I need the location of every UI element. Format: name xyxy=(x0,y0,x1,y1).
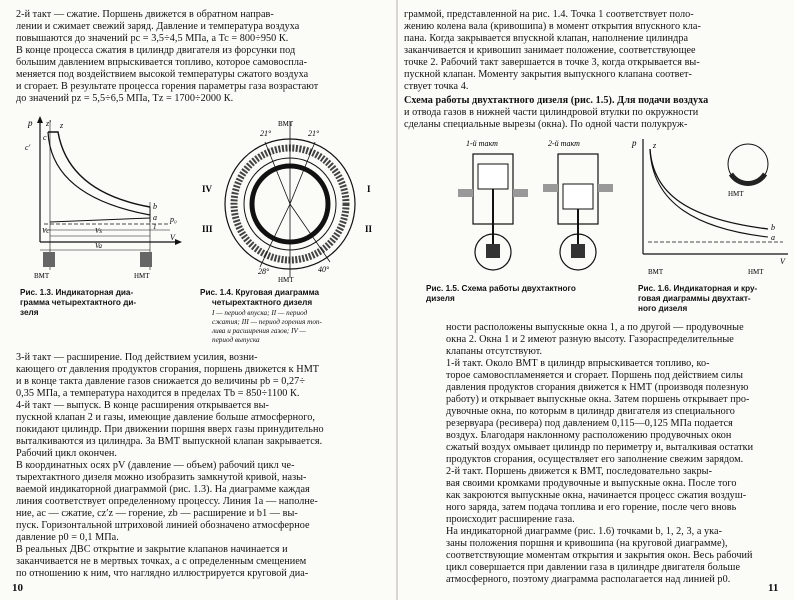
text-line: окна 2. Окна 1 и 2 имеют разную высоту. Газораспределительные xyxy=(446,334,734,345)
angle-21b-label: 21° xyxy=(308,129,320,138)
period-1-label: I xyxy=(367,184,371,194)
text-line: по отношению к ним, что наглядно иллюстрируется круговой диа- xyxy=(16,568,309,579)
caption-line: Рис. 1.3. Индикаторная диа- xyxy=(20,288,134,297)
text-line: 2-й такт. Поршень движется к ВМТ, последовательно закры- xyxy=(446,466,713,477)
period-3-label: III xyxy=(202,224,213,234)
text-line: заны положения поршня и кривошипа (на круговой диаграмме), xyxy=(446,538,728,549)
caption-line: грамма четырехтактного ди- xyxy=(20,298,137,307)
legend-line: I — период впуска; II — период xyxy=(212,309,308,317)
text-line: повышаются до значений pc = 3,5÷4,5 МПа, а Tc = 800÷950 К. xyxy=(16,33,289,44)
text-line: резервуара (ресивера) под давлением 0,115—0,125 МПа подается xyxy=(446,418,733,429)
text-line: большим давлением впрыскивается топливо, которое самовоспла- xyxy=(16,57,308,68)
text-line: На индикаторной диаграмме (рис. 1.6) точками b, 1, 2, 3, a ука- xyxy=(446,526,723,537)
legend-line: период выпуска xyxy=(212,336,260,344)
page-number: 11 xyxy=(768,582,779,594)
point-b-label: b xyxy=(153,202,157,211)
point-a-label: a xyxy=(771,233,775,242)
right-page xyxy=(398,0,794,600)
text-line: В реальных ДВС открытие и закрытие клапанов начинается и xyxy=(16,544,288,555)
text-line: жению колена вала (кривошипа) в момент открытия впускного кла- xyxy=(404,21,701,32)
caption-line: дизеля xyxy=(426,294,455,303)
text-line: и отвода газов в нижней части цилиндровой втулки по окружности xyxy=(404,107,699,118)
text-line: работу) и открывает выпускные окна. Затем поршень открывает про- xyxy=(446,394,750,405)
text-line: пана. Когда закрывается впускной клапан, наполнение цилиндра xyxy=(404,33,689,44)
text-line: заканчивается не в мертвых точках, а с определенным смещением xyxy=(16,556,307,567)
text-line: пускной клапан 2 и газы, имеющие давление больше атмосферного, xyxy=(16,412,315,423)
v-axis-label: V xyxy=(780,257,785,266)
caption-line: зеля xyxy=(20,308,39,317)
caption-line: ного дизеля xyxy=(638,304,688,313)
text-line: покидают цилиндр. При движении поршня вверх газы принудительно xyxy=(16,424,324,435)
period-2-label: II xyxy=(365,224,373,234)
figure-1-4-circular-diagram xyxy=(200,112,385,282)
nmt-label: НМТ xyxy=(728,190,744,198)
figure-1-5-two-stroke-scheme xyxy=(428,134,628,284)
figure-1-6-diagrams xyxy=(628,134,793,284)
vc-label: Vc xyxy=(42,227,50,235)
text-line: тырехтактного дизеля можно изобразить замкнутой кривой, назы- xyxy=(16,472,307,483)
text-line: сжатый воздух омывает цилиндр по периметру и, выталкивая остатки xyxy=(446,442,754,453)
text-line: как закроются выпускные окна, начинается процесс сжатия воздуш- xyxy=(446,490,747,501)
legend-line: сжатия; III — период горения топ- xyxy=(212,318,322,326)
caption-line: Рис. 1.5. Схема работы двухтактного xyxy=(426,284,576,293)
text-line: ние, ac — сжатие, cz′z — горение, zb — расширение и b1 — вы- xyxy=(16,508,298,519)
text-line: заканчивается и кривошип занимает положение, соответствующее xyxy=(404,45,696,56)
text-line: цикл совершается при давлении газа в цилиндре двигателя больше xyxy=(446,562,741,573)
point-z-label: z xyxy=(653,141,657,150)
text-line: до значений pz = 5,5÷6,5 МПа, Tz = 1700÷2000 К. xyxy=(16,93,234,104)
text-line: ствует точка 4. xyxy=(404,81,469,92)
vmt-label: ВМТ xyxy=(278,120,294,128)
p-axis-label: p xyxy=(28,118,33,128)
text-line: клапаны отсутствуют. xyxy=(446,346,543,357)
text-line: дувочные окна, по которым в цилиндр двигателя из специального xyxy=(446,406,735,417)
caption-line: Рис. 1.6. Индикаторная и кру- xyxy=(638,284,758,293)
point-a-label: a xyxy=(153,213,157,222)
text-line: и сгорает. В результате процесса горения параметры газа возрастают xyxy=(16,81,319,92)
text-line: торое самовоспламеняется и сгорает. Поршень под действием силы xyxy=(446,370,744,381)
stroke-1-label: 1-й такт xyxy=(466,139,498,148)
text-line: В конце процесса сжатия в цилиндр двигателя из форсунки под xyxy=(16,45,296,56)
text-line: происходит расширение газа. xyxy=(446,514,575,525)
point-1-label: 1 xyxy=(153,223,157,231)
text-line: пускной клапан. Моменту закрытия выпускного клапана соответ- xyxy=(404,69,692,80)
text-line: вая своими кромками продувочные и выпускные окна. После того xyxy=(446,478,737,489)
caption-line: четырехтактного дизеля xyxy=(212,298,313,307)
text-line: 3-й такт — расширение. Под действием усилия, возни- xyxy=(16,352,258,363)
text-line: граммой, представленной на рис. 1.4. Точка 1 соответствует поло- xyxy=(404,9,694,20)
vs-label: Vs xyxy=(95,227,102,235)
text-line: давление p0 = 0,1 МПа. xyxy=(16,532,119,543)
legend-line: лива и расширения газов; IV — xyxy=(212,327,306,335)
vmt-label: ВМТ xyxy=(34,272,50,280)
stroke-2-label: 2-й такт xyxy=(548,139,580,148)
angle-21-label: 21° xyxy=(260,129,272,138)
left-page xyxy=(0,0,396,600)
text-line: воздух. Благодаря наклонному расположению продувочных окон xyxy=(446,430,732,441)
text-line: линия соответствует определенному процессу. Линия 1a — наполне- xyxy=(16,496,318,507)
period-4-label: IV xyxy=(202,184,213,194)
text-line: 0,35 МПа, а температура находится в пределах Tb = 850÷1100 К. xyxy=(16,388,300,399)
figure-1-3-indicator-diagram xyxy=(10,112,185,282)
text-line: ности расположены выпускные окна 1, а по другой — продувочные xyxy=(446,322,744,333)
text-line: кающего от давления продуктов сгорания, поршень движется к НМТ xyxy=(16,364,320,375)
text-line: давления продуктов сгорания движется к НМТ (производя полезную xyxy=(446,382,749,393)
point-z1-label: z′ xyxy=(46,119,51,128)
text-line: лении и сжимает свежий заряд. Давление и температура воздуха xyxy=(16,21,300,32)
nmt-label: НМТ xyxy=(278,276,294,282)
p0-label: p₀ xyxy=(170,215,177,224)
v-axis-label: V xyxy=(170,233,175,242)
angle-40-label: 40° xyxy=(318,265,330,274)
text-line: ного заряда, затем подача топлива и его горение, после чего вновь xyxy=(446,502,737,513)
text-line: атмосферного, поэтому диаграмма располагается над линией p0. xyxy=(446,574,731,585)
page-number: 10 xyxy=(12,582,23,594)
text-line: соответствующие моментам открытия и закрытия окон. Весь рабочий xyxy=(446,550,753,561)
caption-line: говая диаграммы двухтакт- xyxy=(638,294,751,303)
va-label: Va xyxy=(95,242,102,250)
text-line: Рабочий цикл окончен. xyxy=(16,448,118,459)
text-line: В координатных осях pV (давление — объем) рабочий цикл че- xyxy=(16,460,295,471)
caption-line: Рис. 1.4. Круговая диаграмма xyxy=(200,288,320,297)
text-line: сделаны специальные вырезы (окна). По одной части полукруж- xyxy=(404,119,688,130)
text-line: продуктов сгорания, осуществляет его заполнение свежим зарядом. xyxy=(446,454,744,465)
text-line: Схема работы двухтактного дизеля (рис. 1.5). Для подачи воздуха xyxy=(404,95,709,106)
point-c1-label: c′ xyxy=(25,143,31,152)
angle-28-label: 28° xyxy=(258,267,270,276)
point-b-label: b xyxy=(771,223,775,232)
text-line: меняется под воздействием высокой температуры сжатого воздуха xyxy=(16,69,309,80)
text-line: пуск. Горизонтальной штриховой линией обозначено атмосферное xyxy=(16,520,310,531)
text-line: ваемой индикаторной диаграммой (рис. 1.3). На диаграмме каждая xyxy=(16,484,310,495)
vmt-label: ВМТ xyxy=(648,268,664,276)
nmt-label: НМТ xyxy=(134,272,150,280)
text-line: 1-й такт. Около ВМТ в цилиндр впрыскивается топливо, ко- xyxy=(446,358,710,369)
p-axis-label: p xyxy=(632,138,637,148)
point-z-label: z xyxy=(60,121,64,130)
nmt-label: НМТ xyxy=(748,268,764,276)
text-line: точке 2. Рабочий такт завершается в точке 3, когда открывается вы- xyxy=(404,57,700,68)
text-line: и в конце такта давление газов снижается до величины pb = 0,27÷ xyxy=(16,376,305,387)
text-line: 2-й такт — сжатие. Поршень движется в обратном направ- xyxy=(16,9,274,20)
text-line: 4-й такт — выпуск. В конце расширения открывается вы- xyxy=(16,400,269,411)
text-line: выталкиваются из цилиндра. За ВМТ выпускной клапан закрывается. xyxy=(16,436,323,447)
point-c-label: c xyxy=(43,133,47,142)
